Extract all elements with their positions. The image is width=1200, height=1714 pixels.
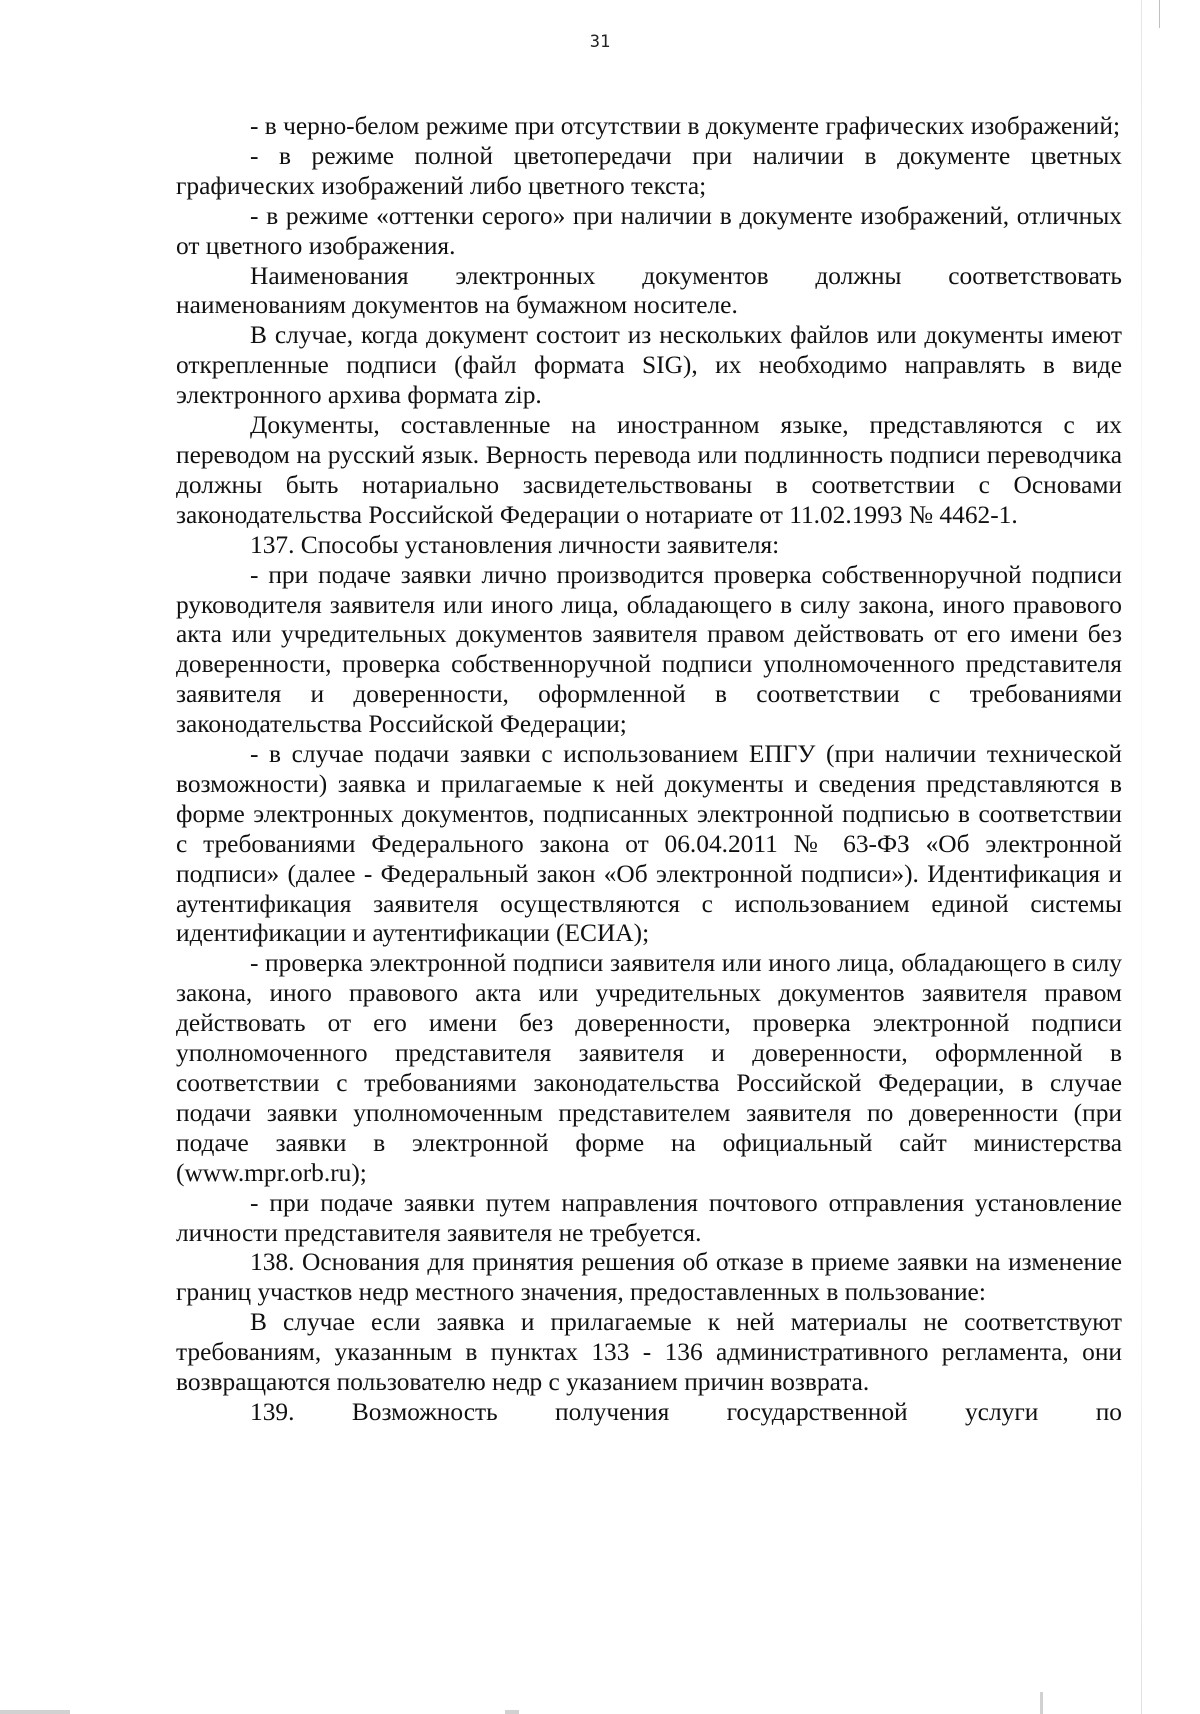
- paragraph-in-person-check: - при подаче заявки лично производится проверка собственноручной подписи руководителя заявителя или иного лица, обладающего в силу закона, иного правового акта или учредительных документов заявителя правом действовать от его имени без доверенности, проверка собственноручной подписи уполномоченного представителя заявителя и доверенности, оформленной в соответствии с требованиями законодательства Российской Федерации;: [176, 560, 1122, 739]
- scan-edge-mark: [1159, 0, 1160, 28]
- paragraph-epgu-submission: - в случае подачи заявки с использованием ЕПГУ (при наличии технической возможности) заявка и прилагаемые к ней документы и сведения представляются в форме электронных документов, подписанных электронной подписью в соответствии с требованиями Федерального закона от 06.04.2011 № 63-ФЗ «Об электронной подписи» (далее - Федеральный закон «Об электронной подписи»). Идентификация и аутентификация заявителя осуществляются с использованием единой системы идентификации и аутентификации (ЕСИА);: [176, 740, 1122, 948]
- scan-edge-line: [1141, 0, 1142, 1714]
- section-139-heading: 139. Возможность получения государственной услуги по: [250, 1397, 1122, 1426]
- paragraph-bw-mode: - в черно-белом режиме при отсутствии в документе графических изображений;: [250, 112, 1121, 140]
- scan-bottom-mark: [1040, 1692, 1043, 1714]
- paragraph-color-mode: - в режиме полной цветопередачи при наличии в документе цветных графических изображений либо цветного текста;: [176, 141, 1122, 200]
- paragraph-zip-archive: В случае, когда документ состоит из нескольких файлов или документы имеют открепленные подписи (файл формата SIG), их необходимо направлять в виде электронного архива формата zip.: [176, 321, 1122, 410]
- section-138-heading: 138. Основания для принятия решения об отказе в приеме заявки на изменение границ участков недр местного значения, предоставленных в пользование:: [176, 1248, 1122, 1307]
- paragraph-document-names: Наименования электронных документов должны соответствовать наименованиям документов на бумажном носителе.: [176, 261, 1122, 320]
- scan-bottom-mark: [0, 1710, 70, 1714]
- document-body: [176, 112, 1122, 1428]
- paragraph-grayscale-mode: - в режиме «оттенки серого» при наличии в документе изображений, отличных от цветного изображения.: [176, 201, 1122, 260]
- paragraph-return-reasons: В случае если заявка и прилагаемые к ней материалы не соответствуют требованиям, указанным в пунктах 133 - 136 административного регламента, они возвращаются пользователю недр с указанием причин возврата.: [176, 1308, 1122, 1397]
- paragraph-postal-submission: - при подаче заявки путем направления почтового отправления установление личности представителя заявителя не требуется.: [176, 1188, 1122, 1247]
- scan-bottom-mark: [505, 1710, 519, 1714]
- page-number: 31: [589, 32, 611, 52]
- section-137-heading: 137. Способы установления личности заявителя:: [250, 530, 780, 559]
- paragraph-electronic-signature-check: - проверка электронной подписи заявителя или иного лица, обладающего в силу закона, иного правового акта или учредительных документов заявителя правом действовать от его имени без доверенности, проверка электронной подписи уполномоченного представителя заявителя и доверенности, оформленной в соответствии с требованиями законодательства Российской Федерации, в случае подачи заявки уполномоченным представителем заявителя по доверенности (при подаче заявки в электронной форме на официальный сайт министерства (www.mpr.orb.ru);: [176, 949, 1122, 1187]
- paragraph-foreign-documents: Документы, составленные на иностранном языке, представляются с их переводом на русский язык. Верность перевода или подлинность подписи переводчика должны быть нотариально засвидетельствованы в соответствии с Основами законодательства Российской Федерации о нотариате от 11.02.1993 № 4462-1.: [176, 411, 1122, 529]
